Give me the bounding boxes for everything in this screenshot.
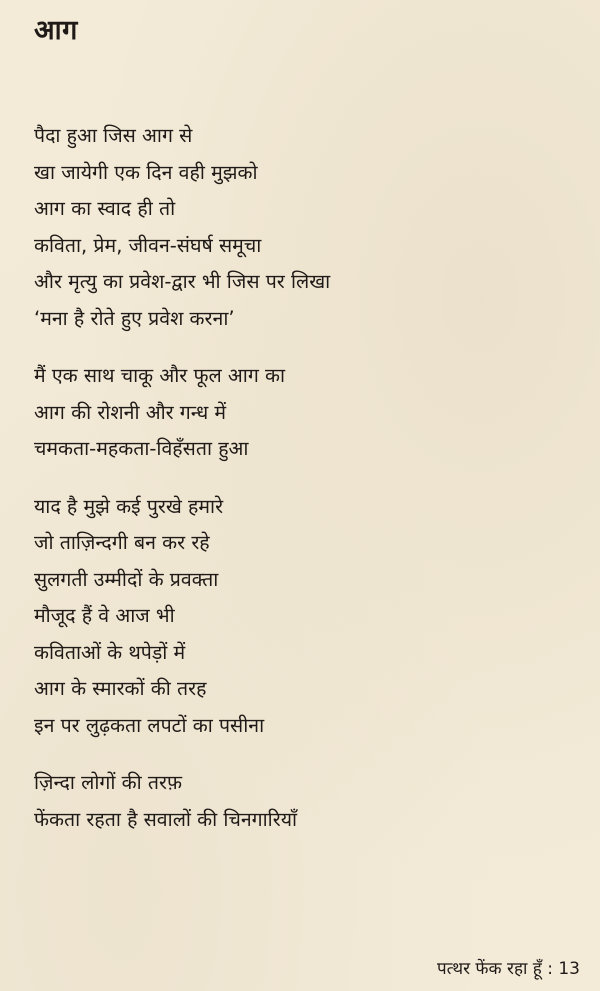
- poem-line: सुलगती उम्मीदों के प्रवक्ता: [34, 567, 219, 591]
- stanza-2: [34, 358, 330, 468]
- poem-line: मौजूद हैं वे आज भी: [34, 604, 175, 627]
- poem-line: और मृत्यु का प्रवेश-द्वार भी जिस पर लिखा: [34, 270, 331, 293]
- poem-line: कविता, प्रेम, जीवन-संघर्ष समूचा: [34, 233, 262, 257]
- poem-line: कविताओं के थपेड़ों में: [34, 640, 186, 664]
- poem-line: याद है मुझे कई पुरखे हमारे: [34, 494, 224, 518]
- page-number: 13: [558, 959, 580, 979]
- poem-line: ज़िन्दा लोगों की तरफ़: [34, 771, 182, 794]
- stanza-1: [34, 118, 330, 337]
- stanza-4: [34, 765, 330, 838]
- footer-separator: :: [547, 959, 553, 979]
- poem-line: आग के स्मारकों की तरह: [34, 677, 207, 700]
- poem-line: आग का स्वाद ही तो: [34, 197, 176, 220]
- poem-line: खा जायेगी एक दिन वही मुझको: [34, 160, 258, 184]
- page-footer: [437, 956, 580, 979]
- poem-line: पैदा हुआ जिस आग से: [34, 124, 193, 147]
- poem-line: ‘मना है रोते हुए प्रवेश करना’: [34, 306, 235, 330]
- poem-line: फेंकता रहता है सवालों की चिनगारियाँ: [34, 807, 298, 831]
- stanza-3: [34, 489, 330, 745]
- poem-line: मैं एक साथ चाकू और फूल आग का: [34, 364, 286, 387]
- poem-line: जो ताज़िन्दगी बन कर रहे: [34, 531, 210, 554]
- poem-line: चमकता-महकता-विहँसता हुआ: [34, 437, 249, 460]
- poem-title: आग: [34, 15, 78, 46]
- poem-line: आग की रोशनी और गन्ध में: [34, 400, 227, 424]
- poem-body: [34, 118, 330, 859]
- book-title: पत्थर फेंक रहा हूँ: [436, 959, 542, 979]
- poem-line: इन पर लुढ़कता लपटों का पसीना: [34, 713, 265, 737]
